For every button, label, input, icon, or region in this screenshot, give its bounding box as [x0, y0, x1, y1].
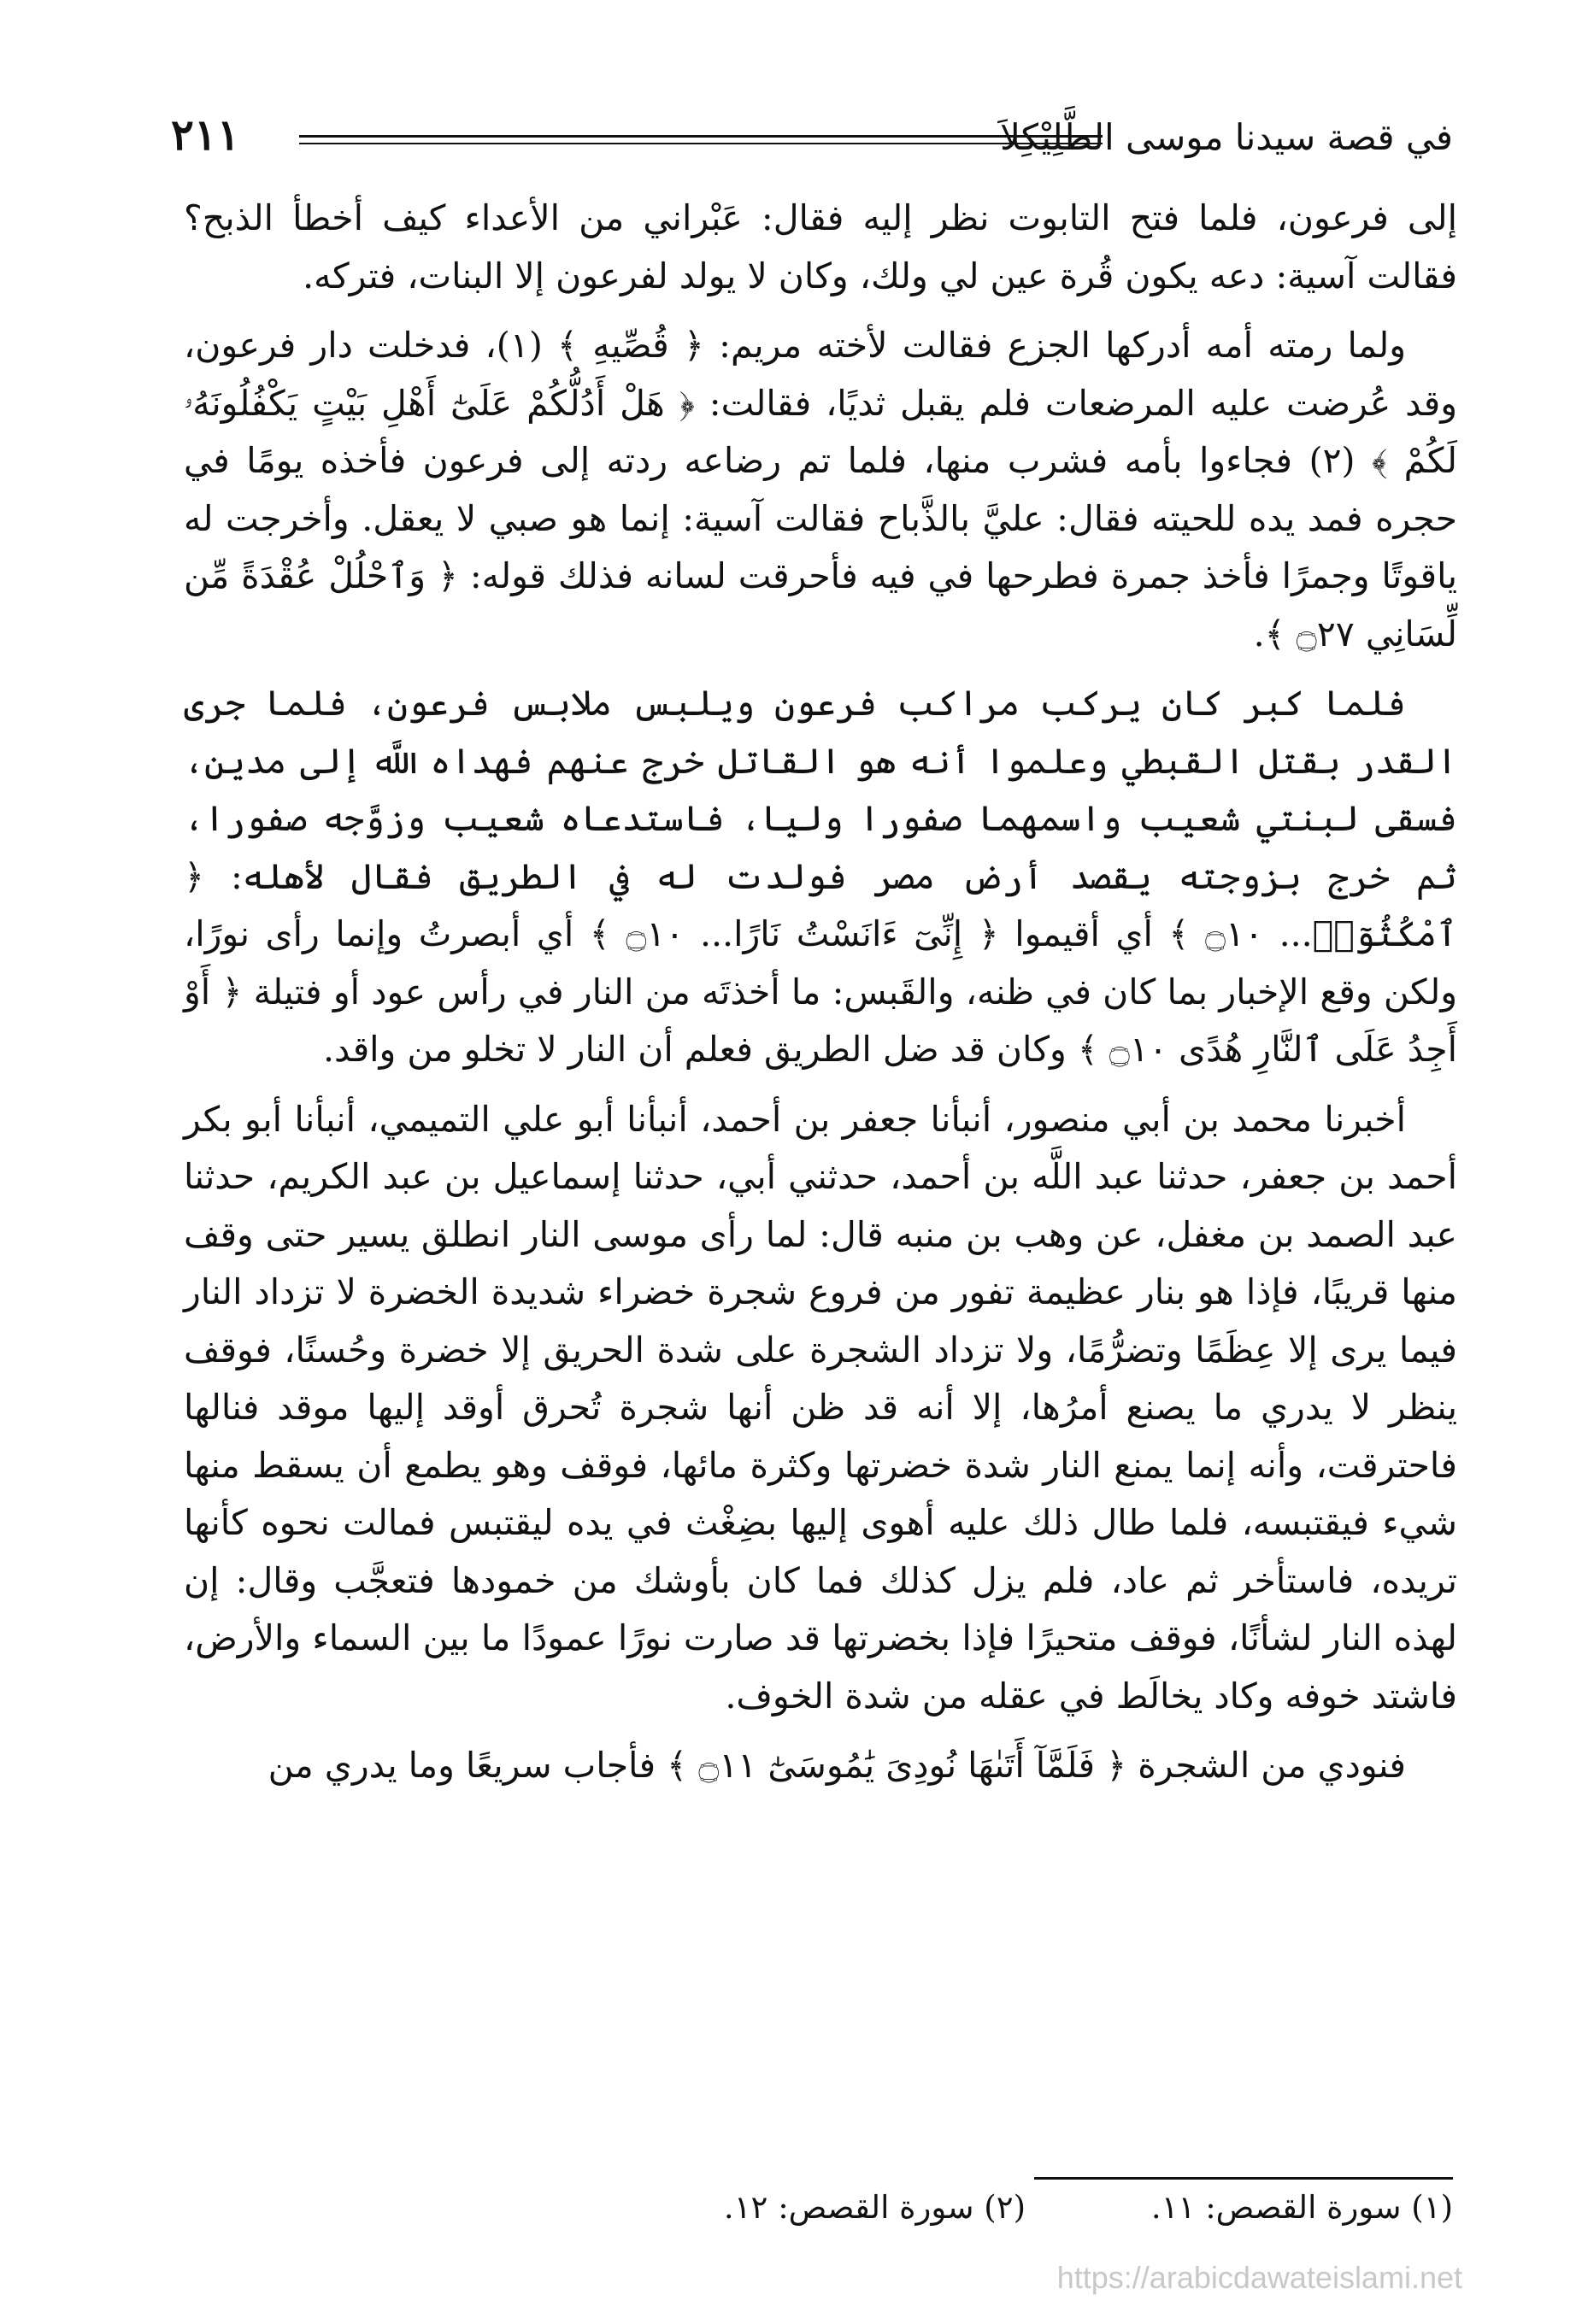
paragraph-1: إلى فرعون، فلما فتح التابوت نظر إليه فقال: عَبْراني من الأعداء كيف أخطأ الذبح؟ فقالت آسية: دعه يكون قُرة عين لي ولك، وكان لا يولد لفرعون إلا البنات، فتركه. [184, 197, 1457, 296]
chapter-title: في قصة سيدنا موسى الطَّلِيْكِلاَ [999, 116, 1453, 158]
footnote-2: (٢) سورة القصص: ١٢. [723, 2189, 1026, 2226]
footnotes [444, 2189, 1453, 2240]
header-double-rule [299, 135, 1103, 144]
footnote-separator [1034, 2177, 1453, 2180]
footnote-1: (١) سورة القصص: ١١. [1150, 2189, 1453, 2226]
paragraph-5: فنودي من الشجرة ﴿ فَلَمَّآ أَتَىٰهَا نُودِىَ يَٰمُوسَىٰٓ ۝١١ ﴾ فأجاب سريعًا وما يدري من [268, 1745, 1406, 1786]
paragraph-2: ولما رمته أمه أدركها الجزع فقالت لأخته مريم: ﴿ قُصِّيهِ ﴾ (١)، فدخلت دار فرعون، وقد عُرضت عليه المرضعات فلم يقبل ثديًا، فقالت: ﴿ هَلْ أَدُلُّكُمْ عَلَىٰٓ أَهْلِ بَيْتٍ يَكْفُلُونَهُۥ لَكُمْ ﴾ (٢) فجاءوا بأمه فشرب منها، فلما تم رضاعه ردته إلى فرعون فأخذه يومًا في حجره فمد يده للحيته فقال: عليَّ بالذَّباح فقالت آسية: إنما هو صبي لا يعقل. وأخرجت له ياقوتًا وجمرًا فأخذ جمرة فطرحها في فيه فأحرقت لسانه فذلك قوله: ﴿ وَٱحْلُلْ عُقْدَةً مِّن لِّسَانِي ۝٢٧ ﴾. [184, 325, 1458, 654]
website-watermark: https://arabicdawateislami.net [1056, 2260, 1462, 2295]
page-number: ٢١١ [171, 109, 240, 160]
running-header [171, 109, 1453, 169]
main-text [184, 190, 1457, 1795]
paragraph-3: فلما كبر كان يركب مراكب فرعون ويلبس ملابس فرعون، فلما جرى القدر بقتل القبطي وعلموا أنه هو القاتل خرج عنهم فهداه اللَّه إلى مدين، فسقى لبنتي شعيب واسمهما صفورا وليا، فاستدعاه شعيب وزوَّجه صفورا، ثم خرج بزوجته يقصد أرض مصر فولدت له في الطريق فقال لأهله: ﴿ ٱمْكُثُوٓا۟... ۝١٠ ﴾ أي أقيموا ﴿ إِنِّىٓ ءَانَسْتُ نَارًا... ۝١٠ ﴾ أي أبصرتُ وإنما رأى نورًا، ولكن وقع الإخبار بما كان في ظنه، والقَبس: ما أخذتَه من النار في رأس عود أو فتيلة ﴿ أَوْ أَجِدُ عَلَى ٱلنَّارِ هُدًى ۝١٠ ﴾ وكان قد ضل الطريق فعلم أن النار لا تخلو من واقد. [184, 683, 1458, 1070]
paragraph-4: أخبرنا محمد بن أبي منصور، أنبأنا جعفر بن أحمد، أنبأنا أبو علي التميمي، أنبأنا أبو بكر أحمد بن جعفر، حدثنا عبد اللَّه بن أحمد، حدثني أبي، حدثنا إسماعيل بن عبد الكريم، حدثنا عبد الصمد بن مغفل، عن وهب بن منبه قال: لما رأى موسى النار انطلق يسير حتى وقف منها قريبًا، فإذا هو بنار عظيمة تفور من فروع شجرة خضراء شديدة الخضرة لا تزداد النار فيما يرى إلا عِظَمًا وتضرُّمًا، ولا تزداد الشجرة على شدة الحريق إلا خضرة وحُسنًا، فوقف ينظر لا يدري ما يصنع أمرُها، إلا أنه قد ظن أنها شجرة تُحرق أوقد إليها موقد فنالها فاحترقت، وأنه إنما يمنع النار شدة خضرتها وكثرة مائها، فوقف وهو يطمع أن يسقط منها شيء فيقتبسه، فلما طال ذلك عليه أهوى إليها بضِغْث في يده ليقتبس فمالت نحوه كأنها تريده، فاستأخر ثم عاد، فلم يزل كذلك فما كان بأوشك من خمودها فتعجَّب وقال: إن لهذه النار لشأنًا، فوقف متحيرًا فإذا بخضرتها قد صارت نورًا عمودًا ما بين السماء والأرض، فاشتد خوفه وكاد يخالَط في عقله من شدة الخوف. [184, 1098, 1458, 1717]
